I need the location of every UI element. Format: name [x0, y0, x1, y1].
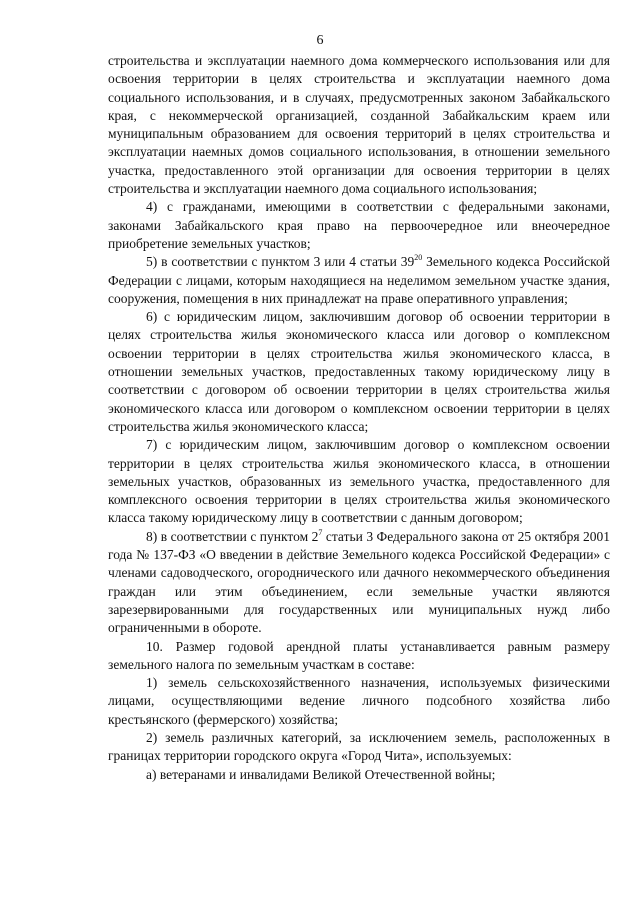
superscript-clause-number: 7	[318, 527, 323, 537]
paragraph-item-8-text-start: 8) в соответствии с пунктом 2	[146, 528, 319, 544]
page-number: 6	[316, 33, 324, 48]
paragraph-continuation: строительства и эксплуатации наемного дома коммерческого использования или для освоения территории в целях строительства и эксплуатации наемного дома социального использования, и в случаях, предусмотренных законом Забайкальского края, с некоммерческой организацией, созданной Забайкальским краем или муниципальным образованием для освоения территорий в целях строительства и эксплуатации наемных домов социального использования, в отношении земельного участка, предоставленного этой организации для освоения территории в целях строительства и эксплуатации наемного дома социального использования;	[108, 53, 610, 197]
document-body	[108, 52, 610, 784]
paragraph-item-8-text-end: статьи 3 Федерального закона от 25 октября 2001 года № 137-ФЗ «О введении в действие Земельного кодекса Российской Федерации» с членами садоводческого, огороднического или дачного некоммерческого объединения граждан или этим объединением, если земельные участки являются зарезервированными для государственных или муниципальных нужд либо ограниченными в обороте.	[108, 528, 611, 636]
paragraph-item-7: 7) с юридическим лицом, заключившим договор о комплексном освоении территории в целях строительства жилья экономического класса, в отношении земельных участков, образованных из земельного участка, предоставленного для комплексного освоения территории в целях строительства жилья экономического класса такому юридическому лицу в соответствии с данным договором;	[108, 437, 610, 526]
paragraph-item-5-text-start: 5) в соответствии с пунктом 3 или 4 статьи 39	[146, 254, 415, 270]
paragraph-section-10: 10. Размер годовой арендной платы устанавливается равным размеру земельного налога по земельным участкам в составе:	[108, 638, 610, 672]
paragraph-subitem-a: а) ветеранами и инвалидами Великой Отечественной войны;	[146, 766, 496, 782]
paragraph-subitem-1: 1) земель сельскохозяйственного назначения, используемых физическими лицами, осуществляющими ведение личного подсобного хозяйства либо крестьянского (фермерского) хозяйства;	[108, 675, 610, 727]
paragraph-item-6: 6) с юридическим лицом, заключившим договор об освоении территории в целях строительства жилья экономического класса или договор о комплексном освоении территории в целях строительства жилья экономического класса, в отношении земельных участков, предоставленных такому юридическому лицу в соответствии с договором об освоении территории в целях строительства жилья экономического класса или договором о комплексном освоении территории в целях строительства жилья экономического класса;	[108, 309, 610, 434]
superscript-article-number: 20	[414, 253, 423, 263]
paragraph-item-4: 4) с гражданами, имеющими в соответствии с федеральными законами, законами Забайкальского края право на первоочередное или внеочередное приобретение земельных участков;	[108, 199, 610, 251]
paragraph-item-8	[108, 528, 610, 638]
paragraph-item-5	[108, 253, 610, 308]
paragraph-subitem-2: 2) земель различных категорий, за исключением земель, расположенных в границах территории городского округа «Город Чита», используемых:	[108, 729, 610, 764]
paragraph-item-5-text-end: Земельного кодекса Российской Федерации с лицами, которым находящиеся на неделимом земельном участке здания, сооружения, помещения в них принадлежат на праве оперативного управления;	[108, 254, 610, 306]
